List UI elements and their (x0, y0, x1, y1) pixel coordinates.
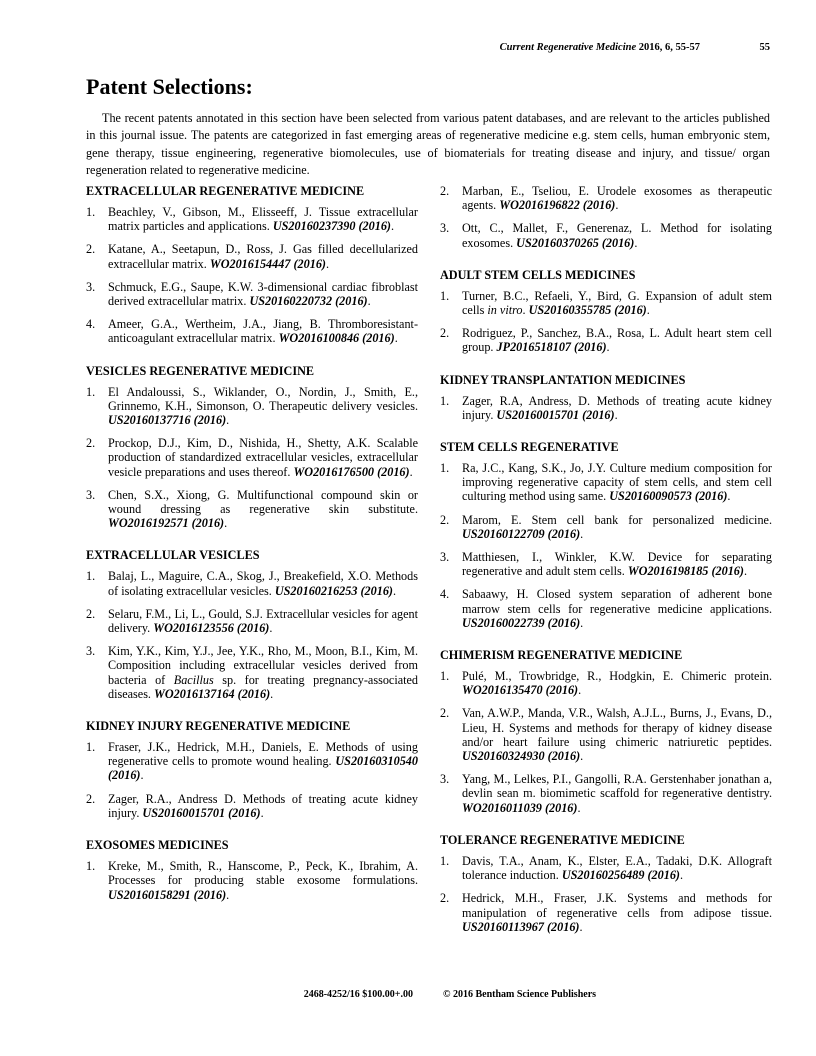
patent-entry: 1. Davis, T.A., Anam, K., Elster, E.A., Tadaki, D.K. Allograft tolerance induction. US20160256489 (2016). (440, 853, 772, 883)
page-title: Patent Selections: (86, 74, 253, 99)
section-heading: STEM CELLS REGENERATIVE (440, 440, 619, 455)
patent-number: US20160113967 (2016) (462, 919, 580, 934)
patent-section (86, 184, 418, 346)
patent-entry: 2. Selaru, F.M., Li, L., Gould, S.J. Extracellular vesicles for agent delivery. WO2016123556 (2016). (86, 606, 418, 636)
patent-section (86, 838, 418, 902)
patent-entry: 2. Marom, E. Stem cell bank for personalized medicine. US20160122709 (2016). (440, 512, 772, 541)
patent-section (440, 268, 772, 355)
entry-number: 2. (86, 242, 96, 257)
patent-entry: 1. Kreke, M., Smith, R., Hanscome, P., Peck, K., Ibrahim, A. Processes for producing stable exosome formulations. US20160158291 (2016). (86, 859, 418, 902)
patent-number: WO2016137164 (2016) (154, 686, 271, 701)
entry-number: 3. (86, 644, 96, 659)
patent-number: US20160355785 (2016) (528, 303, 647, 318)
entry-number: 4. (440, 587, 450, 602)
patent-number: WO2016123556 (2016) (153, 621, 270, 636)
entry-text: Hedrick, M.H., Fraser, J.K. Systems and methods for manipulation of regenerative cells from adipose tissue. (462, 891, 772, 920)
journal-citation (86, 42, 700, 53)
patent-entry: 2. Katane, A., Seetapun, D., Ross, J. Gas filled decellularized extracellular matrix. WO2016154447 (2016). (86, 242, 418, 271)
copyright: © 2016 Bentham Science Publishers (443, 989, 597, 1000)
patent-number: WO2016196822 (2016) (499, 198, 616, 213)
entry-text: Zager, R.A, Andress, D. Methods of treating acute kidney injury. (462, 393, 772, 422)
journal-name: Current Regenerative Medicine (499, 42, 637, 53)
entry-text: Kim, Y.K., Kim, Y.J., Jee, Y.K., Rho, M., Moon, B.I., Kim, M. Composition including extracellular vesicles derived from bacteria of (108, 644, 418, 687)
entry-number: 2. (440, 326, 450, 341)
entry-number: 3. (440, 772, 450, 787)
patent-entry: 1. Fraser, J.K., Hedrick, M.H., Daniels, E. Methods of using regenerative cells to promote wound healing. US20160310540 (2016). (86, 740, 418, 783)
patent-entry: 2. Van, A.W.P., Manda, V.R., Walsh, A.J.L., Burns, J., Evans, D., Lieu, H. Systems and methods for therapy of kidney disease and/or heart failure using chimeric natriuretic peptides. US20160324930 (2016). (440, 706, 772, 764)
entry-text: Pulé, M., Trowbridge, R., Hodgkin, E. Chimeric protein. (462, 669, 772, 684)
patent-entry: 3. Matthiesen, I., Winkler, K.W. Device for separating regenerative and adult stem cells. WO2016198185 (2016). (440, 550, 772, 579)
patent-entry: 4. Sabaawy, H. Closed system separation of adherent bone marrow stem cells for regenerative medicine applications. US20160022739 (2016). (440, 587, 772, 630)
entry-number: 2. (86, 436, 96, 451)
patent-section (440, 833, 772, 934)
patent-number: US20160122709 (2016) (462, 526, 581, 541)
entry-text: Van, A.W.P., Manda, V.R., Walsh, A.J.L., Burns, J., Evans, D., Lieu, H. Systems and methods for therapy of kidney disease and/or heart failure using chimeric natriuretic peptides. (462, 706, 772, 749)
patent-number: US20160370265 (2016) (516, 235, 635, 250)
entry-number: 2. (440, 891, 450, 906)
entry-text: Ra, J.C., Kang, S.K., Jo, J.Y. Culture medium composition for improving regenerative capacity of stem cells, and stem cell culturing method using same. (462, 461, 772, 504)
section-heading: EXTRACELLULAR VESICLES (86, 548, 260, 563)
patent-entry: 3. Chen, S.X., Xiong, G. Multifunctional compound skin or wound dressing as regenerative skin substitute. WO2016192571 (2016). (86, 487, 418, 531)
patent-entry: 1. Ra, J.C., Kang, S.K., Jo, J.Y. Culture medium composition for improving regenerative capacity of stem cells, and stem cell culturing method using same. US20160090573 (2016). (440, 461, 772, 504)
entry-text: Turner, B.C., Refaeli, Y., Bird, G. Expansion of adult stem cells (462, 288, 772, 318)
entry-text: Schmuck, E.G., Saupe, K.W. 3-dimensional cardiac fibroblast derived extracellular matrix. (108, 279, 418, 309)
citation: 2016, 6, 55-57 (638, 42, 700, 53)
entry-text: Prockop, D.J., Kim, D., Nishida, H., Shetty, A.K. Scalable production of standardized extracellular vesicles, extracellular vesicle preparations and uses thereof. (108, 436, 418, 479)
entry-text: Balaj, L., Maguire, C.A., Skog, J., Breakefield, X.O. Methods of isolating extracellular vesicles. (108, 569, 418, 598)
patent-section (440, 373, 772, 422)
patent-number: US20160237390 (2016) (272, 219, 391, 234)
patent-number: US20160216253 (2016) (274, 583, 393, 598)
patent-section (440, 440, 772, 630)
patent-entry: 2. Rodriguez, P., Sanchez, B.A., Rosa, L. Adult heart stem cell group. JP2016518107 (2016). (440, 326, 772, 355)
patent-section (440, 184, 772, 250)
entry-text: Kreke, M., Smith, R., Hanscome, P., Peck, K., Ibrahim, A. Processes for producing stable exosome formulations. (108, 859, 418, 888)
patent-entry: 1. Pulé, M., Trowbridge, R., Hodgkin, E. Chimeric protein. WO2016135470 (2016). (440, 669, 772, 698)
patent-number: WO2016192571 (2016) (108, 516, 225, 531)
intro-paragraph: The recent patents annotated in this section have been selected from various patent databases, and are relevant to the articles published in this journal issue. The patents are categorized in fast emerging areas of regenerative medicine e.g. stem cells, human embryonic stem, gene therapy, tissue engineering, regenerative biomolecules, use of biomaterials for treating disease and injury, and tissue/ organ regeneration related to regenerative medicine. (86, 111, 770, 177)
patent-number: US20160022739 (2016) (462, 615, 581, 630)
entry-number: 1. (86, 859, 96, 874)
patent-number: US20160137716 (2016) (108, 413, 227, 428)
patent-entry: 3. Yang, M., Lelkes, P.I., Gangolli, R.A. Gerstenhaber jonathan a, devlin sean m. biomimetic scaffold for regenerative dentistry. WO2016011039 (2016). (440, 772, 772, 815)
patent-number: US20160015701 (2016) (142, 805, 261, 820)
entry-text: Davis, T.A., Anam, K., Elster, E.A., Tadaki, D.K. Allograft tolerance induction. (462, 853, 772, 883)
patent-section (86, 548, 418, 701)
patent-entry: 4. Ameer, G.A., Wertheim, J.A., Jiang, B. Thromboresistant-anticoagulant extracellular matrix. WO2016100846 (2016). (86, 317, 418, 346)
patent-entry: 3. Kim, Y.K., Kim, Y.J., Jee, Y.K., Rho, M., Moon, B.I., Kim, M. Composition including extracellular vesicles derived from bacteria of Bacillus sp. for treating pregnancy-associated diseases. WO2016137164 (2016). (86, 644, 419, 701)
entry-text: Fraser, J.K., Hedrick, M.H., Daniels, E. Methods of using regenerative cells to promote wound healing. (108, 740, 418, 769)
section-heading: VESICLES REGENERATIVE MEDICINE (86, 363, 315, 378)
patent-entry: 2. Hedrick, M.H., Fraser, J.K. Systems and methods for manipulation of regenerative cells from adipose tissue. US20160113967 (2016). (440, 891, 772, 934)
patent-section (86, 364, 418, 531)
patent-number: WO2016011039 (2016) (462, 800, 578, 815)
entry-text: Beachley, V., Gibson, M., Elisseeff, J. Tissue extracellular matrix particles and applications. (108, 205, 418, 234)
entry-text: Ameer, G.A., Wertheim, J.A., Jiang, B. Thromboresistant-anticoagulant extracellular matrix. (108, 317, 418, 346)
section-heading: KIDNEY INJURY REGENERATIVE MEDICINE (86, 719, 351, 734)
section-heading: CHIMERISM REGENERATIVE MEDICINE (440, 648, 683, 663)
entry-number: 3. (86, 279, 96, 294)
entry-italic-term: Bacillus (173, 672, 214, 687)
entry-number: 1. (440, 853, 450, 868)
entry-number: 1. (86, 205, 96, 219)
entry-number: 2. (440, 706, 450, 721)
patent-entry: 2. Marban, E., Tseliou, E. Urodele exosomes as therapeutic agents. WO2016196822 (2016). (440, 184, 772, 213)
entry-text: Ott, C., Mallet, F., Generenaz, L. Method for isolating exosomes. (462, 221, 772, 250)
patent-entry: 3. Ott, C., Mallet, F., Generenaz, L. Method for isolating exosomes. US20160370265 (2016). (440, 221, 772, 250)
patent-number: US20160015701 (2016) (496, 407, 615, 422)
patent-entry: 1. Zager, R.A, Andress, D. Methods of treating acute kidney injury. US20160015701 (2016). (440, 393, 772, 422)
entry-number: 2. (440, 184, 450, 198)
entry-text-cont: sp. for treating pregnancy-associated diseases. (108, 672, 419, 701)
entry-text: Marban, E., Tseliou, E. Urodele exosomes as therapeutic agents. (462, 184, 772, 213)
entry-italic-term: in vitro (487, 303, 523, 318)
patent-number: US20160310540 (2016) (108, 754, 418, 783)
patent-section (86, 719, 418, 820)
patent-number: US20160220732 (2016) (249, 294, 368, 309)
left-column (86, 184, 418, 920)
patent-number: WO2016176500 (2016) (293, 464, 410, 479)
entry-number: 1. (440, 461, 450, 476)
entry-number: 1. (440, 288, 450, 303)
entry-number: 1. (440, 669, 450, 684)
entry-number: 2. (86, 791, 96, 806)
section-heading: KIDNEY TRANSPLANTATION MEDICINES (440, 372, 686, 387)
section-heading: EXOSOMES MEDICINES (86, 838, 229, 853)
entry-text: Zager, R.A., Andress D. Methods of treating acute kidney injury. (108, 791, 418, 820)
section-heading: ADULT STEM CELLS MEDICINES (440, 267, 636, 282)
patent-entry: 1. Turner, B.C., Refaeli, Y., Bird, G. Expansion of adult stem cells in vitro. US20160355785 (2016). (440, 288, 772, 318)
patent-number: US20160324930 (2016) (462, 749, 581, 764)
page-number: 55 (759, 42, 770, 53)
entry-number: 2. (86, 606, 96, 621)
patent-number: US20160256489 (2016) (561, 868, 680, 883)
entry-text: Matthiesen, I., Winkler, K.W. Device for separating regenerative and adult stem cells. (462, 550, 772, 579)
entry-text: Rodriguez, P., Sanchez, B.A., Rosa, L. Adult heart stem cell group. (462, 326, 772, 355)
entry-number: 1. (440, 393, 450, 408)
entry-number: 1. (86, 384, 96, 399)
entry-text: Yang, M., Lelkes, P.I., Gangolli, R.A. Gerstenhaber jonathan a, devlin sean m. biomimetic scaffold for regenerative dentistry. (462, 772, 772, 801)
entry-text: Katane, A., Seetapun, D., Ross, J. Gas filled decellularized extracellular matrix. (108, 242, 418, 271)
patent-entry: 1. Balaj, L., Maguire, C.A., Skog, J., Breakefield, X.O. Methods of isolating extracellular vesicles. US20160216253 (2016). (86, 569, 418, 598)
patent-number: WO2016154447 (2016) (209, 256, 326, 271)
entry-text-cont: . (522, 303, 529, 318)
patent-entry: 1. El Andaloussi, S., Wiklander, O., Nordin, J., Smith, E., Grinnemo, K.H., Simonson, O. Therapeutic delivery vesicles. US20160137716 (2016). (86, 384, 418, 428)
patent-number: WO2016100846 (2016) (278, 331, 395, 346)
entry-text: El Andaloussi, S., Wiklander, O., Nordin, J., Smith, E., Grinnemo, K.H., Simonson, O. Therapeutic delivery vesicles. (108, 384, 418, 413)
entry-number: 2. (440, 512, 450, 527)
patent-entry: 2. Prockop, D.J., Kim, D., Nishida, H., Shetty, A.K. Scalable production of standardized extracellular vesicles, extracellular vesicle preparations and uses thereof. WO2016176500 (2016). (86, 436, 418, 479)
entry-text: Marom, E. Stem cell bank for personalized medicine. (462, 512, 772, 527)
patent-entry: 3. Schmuck, E.G., Saupe, K.W. 3-dimensional cardiac fibroblast derived extracellular matrix. US20160220732 (2016). (86, 279, 418, 309)
entry-number: 3. (86, 487, 96, 502)
entry-number: 3. (440, 221, 450, 236)
patent-number: US20160090573 (2016) (609, 489, 728, 504)
patent-entry: 2. Zager, R.A., Andress D. Methods of treating acute kidney injury. US20160015701 (2016). (86, 791, 418, 820)
patent-entry: 1. Beachley, V., Gibson, M., Elisseeff, J. Tissue extracellular matrix particles and applications. US20160237390 (2016). (86, 205, 418, 234)
section-heading: TOLERANCE REGENERATIVE MEDICINE (440, 832, 685, 847)
entry-number: 1. (86, 569, 96, 584)
patent-number: WO2016198185 (2016) (627, 564, 744, 579)
patent-number: US20160158291 (2016) (108, 887, 227, 902)
patent-number: JP2016518107 (2016) (496, 340, 607, 355)
right-column (440, 184, 772, 952)
issn-price: 2468-4252/16 $100.00+.00 (303, 989, 413, 1000)
patent-number: WO2016135470 (2016) (462, 683, 579, 698)
section-heading: EXTRACELLULAR REGENERATIVE MEDICINE (86, 184, 365, 198)
entry-text: Selaru, F.M., Li, L., Gould, S.J. Extracellular vesicles for agent delivery. (108, 606, 418, 636)
patent-section (440, 648, 772, 815)
entry-text: Sabaawy, H. Closed system separation of adherent bone marrow stem cells for regenerative medicine applications. (462, 587, 772, 616)
entry-number: 4. (86, 317, 96, 332)
entry-number: 3. (440, 550, 450, 565)
entry-text: Chen, S.X., Xiong, G. Multifunctional compound skin or wound dressing as regenerative skin substitute. (108, 487, 418, 517)
entry-number: 1. (86, 740, 96, 755)
